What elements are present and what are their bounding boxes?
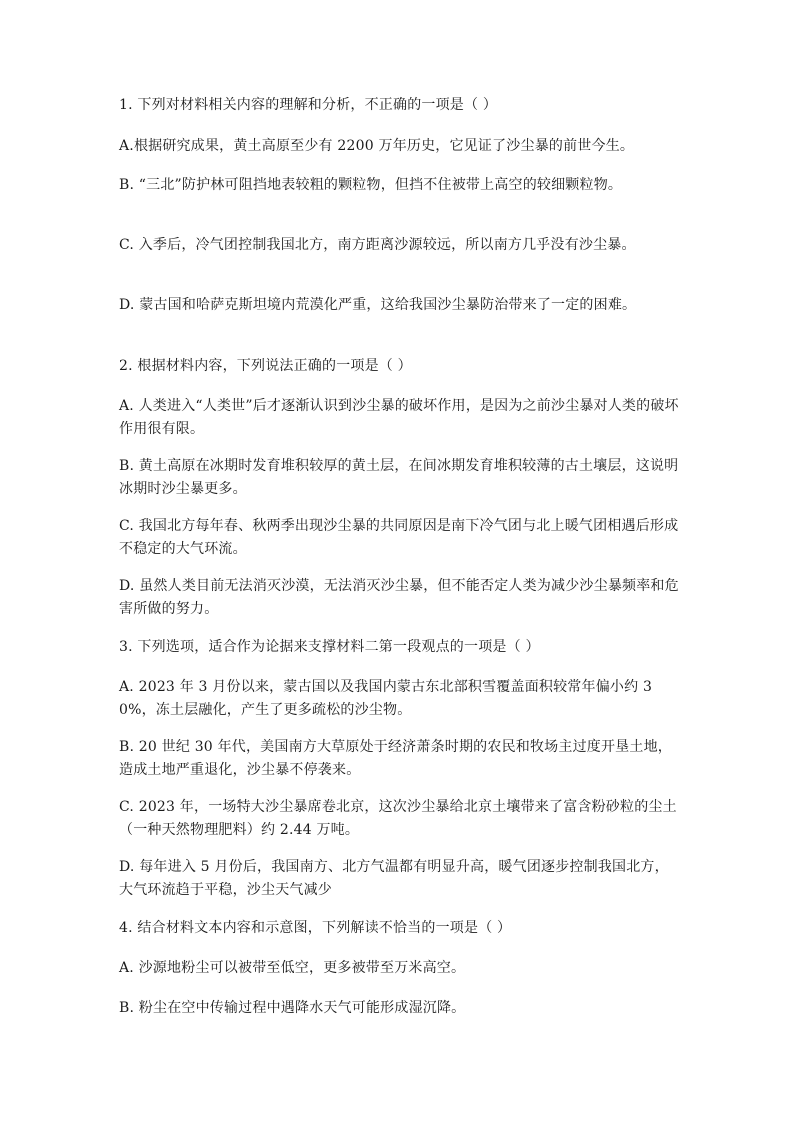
question-3-option-b: B. 20 世纪 30 年代，美国南方大草原处于经济萧条时期的农民和牧场主过度开垦土地，造成土地严重退化，沙尘暴不停袭来。 [119, 739, 672, 778]
question-4-stem: 4. 结合材料文本内容和示意图，下列解读不恰当的一项是（ ） [119, 920, 512, 936]
question-1-option-b: B. “三北”防护林可阻挡地表较粗的颗粒物，但挡不住被带上高空的较细颗粒物。 [119, 177, 623, 193]
question-3-stem: 3. 下列选项，适合作为论据来支撑材料二第一段观点的一项是（ ） [119, 639, 540, 655]
question-3-option-c: C. 2023 年，一场特大沙尘暴席卷北京，这次沙尘暴给北京土壤带来了富含粉砂粒的尘土（一种天然物理肥料）约 2.44 万吨。 [119, 799, 677, 838]
question-2-option-d: D. 虽然人类目前无法消灭沙漠，无法消灭沙尘暴，但不能否定人类为减少沙尘暴频率和危害所做的努力。 [119, 578, 679, 617]
question-4-option-a: A. 沙源地粉尘可以被带至低空，更多被带至万米高空。 [119, 960, 466, 976]
question-1-stem: 1. 下列对材料相关内容的理解和分析，不正确的一项是（ ） [119, 97, 498, 113]
question-2-option-c: C. 我国北方每年春、秋两季出现沙尘暴的共同原因是南下冷气团与北上暖气团相遇后形成不稳定的大气环流。 [119, 518, 679, 557]
question-1-option-d: D. 蒙古国和哈萨克斯坦境内荒漠化严重，这给我国沙尘暴防治带来了一定的困难。 [119, 297, 637, 313]
question-2-stem: 2. 根据材料内容，下列说法正确的一项是（ ） [119, 358, 412, 374]
question-2-option-a: A. 人类进入“人类世”后才逐渐认识到沙尘暴的破坏作用，是因为之前沙尘暴对人类的破坏作用很有限。 [119, 398, 679, 437]
question-4-option-b: B. 粉尘在空中传输过程中遇降水天气可能形成湿沉降。 [119, 1000, 466, 1016]
question-1-option-a: A.根据研究成果，黄土高原至少有 2200 万年历史，它见证了沙尘暴的前世今生。 [119, 138, 635, 154]
question-1-option-c: C. 入季后，冷气团控制我国北方，南方距离沙源较远，所以南方几乎没有沙尘暴。 [119, 237, 636, 253]
question-3-option-d: D. 每年进入 5 月份后，我国南方、北方气温都有明显升高，暖气团逐步控制我国北方，大气环流趋于平稳，沙尘天气减少 [119, 859, 669, 898]
question-2-option-b: B. 黄土高原在冰期时发育堆积较厚的黄土层，在间冰期发育堆积较薄的古土壤层，这说明冰期时沙尘暴更多。 [119, 458, 679, 497]
question-3-option-a: A. 2023 年 3 月份以来，蒙古国以及我国内蒙古东北部积雪覆盖面积较常年偏小约 30%，冻土层融化，产生了更多疏松的沙尘物。 [119, 679, 653, 718]
